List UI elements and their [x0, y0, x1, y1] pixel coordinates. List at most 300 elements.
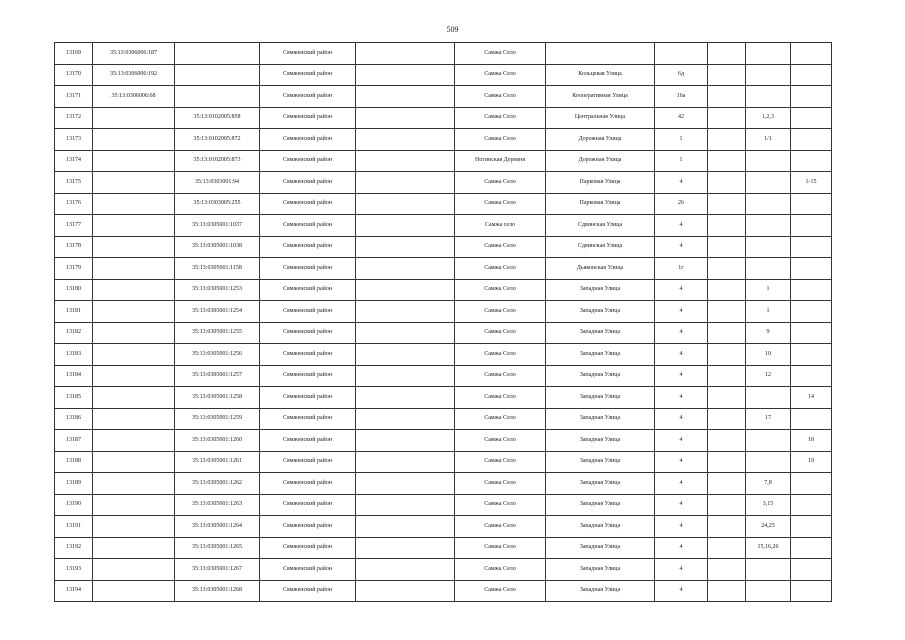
building-cell [708, 107, 746, 129]
empty-cell [356, 473, 455, 495]
house-number-cell: 4 [655, 559, 708, 581]
empty-cell [356, 322, 455, 344]
district-cell: Сямженский район [260, 215, 356, 237]
room-cell [791, 494, 832, 516]
record-number-cell: 13173 [55, 129, 93, 151]
table-row [55, 451, 832, 473]
street-cell: Западная Улица [546, 408, 655, 430]
room-cell [791, 107, 832, 129]
apartment-cell [746, 86, 791, 108]
street-cell: Западная Улица [546, 387, 655, 409]
table-row [55, 64, 832, 86]
street-cell: Западная Улица [546, 344, 655, 366]
registry-table-body [55, 43, 832, 602]
settlement-cell: Самжа Село [455, 258, 546, 280]
empty-cell [356, 494, 455, 516]
district-cell: Сямженский район [260, 430, 356, 452]
table-row [55, 279, 832, 301]
building-cell [708, 387, 746, 409]
cadastral-number-b-cell: 35:13:0305001:1253 [175, 279, 260, 301]
cadastral-number-a-cell [93, 559, 175, 581]
cadastral-number-b-cell: 35:13:0305001:1158 [175, 258, 260, 280]
table-row [55, 215, 832, 237]
cadastral-number-b-cell: 35:13:0305001:1260 [175, 430, 260, 452]
empty-cell [356, 172, 455, 194]
cadastral-number-a-cell [93, 301, 175, 323]
cadastral-number-b-cell: 35:13:0305001:1264 [175, 516, 260, 538]
apartment-cell: 24,25 [746, 516, 791, 538]
building-cell [708, 172, 746, 194]
empty-cell [356, 365, 455, 387]
empty-cell [356, 408, 455, 430]
district-cell: Сямженский район [260, 559, 356, 581]
apartment-cell: 9 [746, 322, 791, 344]
apartment-cell [746, 236, 791, 258]
empty-cell [356, 387, 455, 409]
cadastral-number-b-cell: 35:13:0305001:1267 [175, 559, 260, 581]
table-row [55, 387, 832, 409]
district-cell: Сямженский район [260, 129, 356, 151]
district-cell: Сямженский район [260, 473, 356, 495]
cadastral-number-a-cell [93, 322, 175, 344]
house-number-cell: 4 [655, 301, 708, 323]
settlement-cell: Самжа Село [455, 301, 546, 323]
empty-cell [356, 64, 455, 86]
property-registry-table [54, 42, 832, 602]
street-cell: Сдвинская Улица [546, 236, 655, 258]
house-number-cell: 1 [655, 129, 708, 151]
record-number-cell: 13170 [55, 64, 93, 86]
cadastral-number-a-cell [93, 494, 175, 516]
building-cell [708, 64, 746, 86]
cadastral-number-b-cell [175, 86, 260, 108]
house-number-cell [655, 43, 708, 65]
cadastral-number-a-cell [93, 537, 175, 559]
district-cell: Сямженский район [260, 537, 356, 559]
house-number-cell: 4 [655, 408, 708, 430]
apartment-cell: 12 [746, 365, 791, 387]
district-cell: Сямженский район [260, 258, 356, 280]
empty-cell [356, 107, 455, 129]
record-number-cell: 13185 [55, 387, 93, 409]
cadastral-number-a-cell [93, 430, 175, 452]
district-cell: Сямженский район [260, 236, 356, 258]
street-cell: Кольцевая Улица [546, 64, 655, 86]
cadastral-number-b-cell: 35:13:0102005:858 [175, 107, 260, 129]
street-cell: Западная Улица [546, 279, 655, 301]
building-cell [708, 408, 746, 430]
table-row [55, 430, 832, 452]
street-cell: Западная Улица [546, 537, 655, 559]
house-number-cell: 4 [655, 473, 708, 495]
room-cell: 1-15 [791, 172, 832, 194]
apartment-cell [746, 387, 791, 409]
district-cell: Сямженский район [260, 387, 356, 409]
house-number-cell: 4 [655, 172, 708, 194]
table-row [55, 408, 832, 430]
building-cell [708, 322, 746, 344]
district-cell: Сямженский район [260, 580, 356, 602]
room-cell: 19 [791, 451, 832, 473]
settlement-cell: Самжа село [455, 215, 546, 237]
empty-cell [356, 215, 455, 237]
table-row [55, 129, 832, 151]
cadastral-number-b-cell [175, 64, 260, 86]
empty-cell [356, 516, 455, 538]
house-number-cell: 4 [655, 537, 708, 559]
cadastral-number-b-cell [175, 43, 260, 65]
settlement-cell: Самжа Село [455, 451, 546, 473]
settlement-cell: Самжа Село [455, 344, 546, 366]
settlement-cell: Самжа Село [455, 365, 546, 387]
cadastral-number-a-cell [93, 107, 175, 129]
cadastral-number-a-cell [93, 236, 175, 258]
empty-cell [356, 150, 455, 172]
room-cell [791, 64, 832, 86]
cadastral-number-a-cell [93, 344, 175, 366]
table-row [55, 537, 832, 559]
house-number-cell: 4 [655, 494, 708, 516]
empty-cell [356, 451, 455, 473]
street-cell: Западная Улица [546, 516, 655, 538]
district-cell: Сямженский район [260, 516, 356, 538]
street-cell: Дорожная Улица [546, 150, 655, 172]
table-row [55, 322, 832, 344]
cadastral-number-a-cell [93, 473, 175, 495]
room-cell [791, 43, 832, 65]
cadastral-number-a-cell: 35:13:0306006:187 [93, 43, 175, 65]
building-cell [708, 365, 746, 387]
building-cell [708, 43, 746, 65]
cadastral-number-a-cell [93, 408, 175, 430]
building-cell [708, 516, 746, 538]
building-cell [708, 451, 746, 473]
room-cell [791, 580, 832, 602]
district-cell: Сямженский район [260, 344, 356, 366]
settlement-cell: Самжа Село [455, 236, 546, 258]
district-cell: Сямженский район [260, 301, 356, 323]
table-row [55, 365, 832, 387]
cadastral-number-b-cell: 35:13:0305001:1259 [175, 408, 260, 430]
record-number-cell: 13171 [55, 86, 93, 108]
house-number-cell: 16а [655, 86, 708, 108]
apartment-cell: 1 [746, 279, 791, 301]
street-cell: Дорожная Улица [546, 129, 655, 151]
table-row [55, 150, 832, 172]
building-cell [708, 258, 746, 280]
district-cell: Сямженский район [260, 172, 356, 194]
table-row [55, 236, 832, 258]
district-cell: Сямженский район [260, 279, 356, 301]
settlement-cell: Самжа Село [455, 537, 546, 559]
settlement-cell: Самжа Село [455, 107, 546, 129]
street-cell: Западная Улица [546, 580, 655, 602]
building-cell [708, 150, 746, 172]
street-cell: Дьяконская Улица [546, 258, 655, 280]
house-number-cell: 42 [655, 107, 708, 129]
apartment-cell [746, 430, 791, 452]
empty-cell [356, 86, 455, 108]
settlement-cell: Самжа Село [455, 43, 546, 65]
cadastral-number-b-cell: 35:13:0305001:1258 [175, 387, 260, 409]
settlement-cell: Самжа Село [455, 193, 546, 215]
record-number-cell: 13192 [55, 537, 93, 559]
building-cell [708, 279, 746, 301]
record-number-cell: 13174 [55, 150, 93, 172]
empty-cell [356, 559, 455, 581]
empty-cell [356, 43, 455, 65]
apartment-cell [746, 559, 791, 581]
district-cell: Сямженский район [260, 365, 356, 387]
street-cell: Западная Улица [546, 451, 655, 473]
settlement-cell: Самжа Село [455, 473, 546, 495]
record-number-cell: 13183 [55, 344, 93, 366]
cadastral-number-b-cell: 35:13:0305001:1038 [175, 236, 260, 258]
cadastral-number-b-cell: 35:13:0102005:873 [175, 150, 260, 172]
table-row [55, 494, 832, 516]
cadastral-number-b-cell: 35:13:0305001:1261 [175, 451, 260, 473]
street-cell: Западная Улица [546, 494, 655, 516]
house-number-cell: 4 [655, 344, 708, 366]
building-cell [708, 559, 746, 581]
cadastral-number-b-cell: 35:13:0305001:1263 [175, 494, 260, 516]
street-cell: Западная Улица [546, 322, 655, 344]
street-cell: Западная Улица [546, 473, 655, 495]
table-row [55, 473, 832, 495]
room-cell [791, 473, 832, 495]
table-row [55, 580, 832, 602]
building-cell [708, 430, 746, 452]
cadastral-number-a-cell [93, 172, 175, 194]
settlement-cell: Самжа Село [455, 430, 546, 452]
room-cell [791, 193, 832, 215]
district-cell: Сямженский район [260, 64, 356, 86]
cadastral-number-a-cell: 35:13:0306006:68 [93, 86, 175, 108]
street-cell: Западная Улица [546, 365, 655, 387]
apartment-cell: 10 [746, 344, 791, 366]
page-number: 509 [446, 25, 459, 34]
room-cell [791, 279, 832, 301]
house-number-cell: 1г [655, 258, 708, 280]
table-row [55, 86, 832, 108]
record-number-cell: 13176 [55, 193, 93, 215]
empty-cell [356, 537, 455, 559]
apartment-cell: 7,8 [746, 473, 791, 495]
apartment-cell: 17 [746, 408, 791, 430]
room-cell [791, 129, 832, 151]
settlement-cell: Самжа Село [455, 387, 546, 409]
cadastral-number-a-cell [93, 451, 175, 473]
building-cell [708, 301, 746, 323]
apartment-cell: 15,16,26 [746, 537, 791, 559]
table-row [55, 43, 832, 65]
house-number-cell: 4 [655, 322, 708, 344]
cadastral-number-a-cell [93, 215, 175, 237]
cadastral-number-a-cell [93, 258, 175, 280]
settlement-cell: Самжа Село [455, 279, 546, 301]
street-cell: Западная Улица [546, 559, 655, 581]
empty-cell [356, 129, 455, 151]
settlement-cell: Самжа Село [455, 580, 546, 602]
empty-cell [356, 580, 455, 602]
building-cell [708, 129, 746, 151]
apartment-cell [746, 193, 791, 215]
settlement-cell: Самжа Село [455, 64, 546, 86]
district-cell: Сямженский район [260, 43, 356, 65]
table-row [55, 559, 832, 581]
record-number-cell: 13172 [55, 107, 93, 129]
house-number-cell: 26 [655, 193, 708, 215]
empty-cell [356, 236, 455, 258]
house-number-cell: 4 [655, 215, 708, 237]
record-number-cell: 13186 [55, 408, 93, 430]
house-number-cell: 4 [655, 387, 708, 409]
cadastral-number-a-cell [93, 129, 175, 151]
district-cell: Сямженский район [260, 451, 356, 473]
building-cell [708, 86, 746, 108]
street-cell: Кооперативная Улица [546, 86, 655, 108]
record-number-cell: 13169 [55, 43, 93, 65]
empty-cell [356, 301, 455, 323]
house-number-cell: 4 [655, 516, 708, 538]
apartment-cell [746, 451, 791, 473]
cadastral-number-b-cell: 35:13:0102005:872 [175, 129, 260, 151]
district-cell: Сямженский район [260, 150, 356, 172]
district-cell: Сямженский район [260, 322, 356, 344]
record-number-cell: 13179 [55, 258, 93, 280]
room-cell [791, 365, 832, 387]
cadastral-number-b-cell: 35:13:0305001:1254 [175, 301, 260, 323]
district-cell: Сямженский район [260, 494, 356, 516]
apartment-cell: 3,15 [746, 494, 791, 516]
cadastral-number-a-cell [93, 516, 175, 538]
settlement-cell: Самжа Село [455, 172, 546, 194]
street-cell: Центральная Улица [546, 107, 655, 129]
settlement-cell: Самжа Село [455, 408, 546, 430]
cadastral-number-b-cell: 35:13:0303005:255 [175, 193, 260, 215]
cadastral-number-b-cell: 35:13:0305001:1257 [175, 365, 260, 387]
cadastral-number-a-cell [93, 150, 175, 172]
cadastral-number-b-cell: 35:13:0305001:1256 [175, 344, 260, 366]
district-cell: Сямженский район [260, 193, 356, 215]
building-cell [708, 473, 746, 495]
cadastral-number-a-cell [93, 193, 175, 215]
house-number-cell: 1 [655, 150, 708, 172]
street-cell: Парковая Улица [546, 193, 655, 215]
room-cell [791, 215, 832, 237]
apartment-cell [746, 215, 791, 237]
settlement-cell: Самжа Село [455, 86, 546, 108]
table-row [55, 172, 832, 194]
record-number-cell: 13177 [55, 215, 93, 237]
table-row [55, 258, 832, 280]
record-number-cell: 13180 [55, 279, 93, 301]
street-cell: Западная Улица [546, 430, 655, 452]
table-row [55, 107, 832, 129]
apartment-cell [746, 43, 791, 65]
cadastral-number-b-cell: 35:13:0305001:1265 [175, 537, 260, 559]
room-cell [791, 86, 832, 108]
street-cell: Сдвинская Улица [546, 215, 655, 237]
record-number-cell: 13190 [55, 494, 93, 516]
building-cell [708, 537, 746, 559]
room-cell [791, 236, 832, 258]
house-number-cell: 4 [655, 580, 708, 602]
settlement-cell: Самжа Село [455, 559, 546, 581]
room-cell [791, 301, 832, 323]
apartment-cell [746, 64, 791, 86]
record-number-cell: 13187 [55, 430, 93, 452]
room-cell [791, 516, 832, 538]
record-number-cell: 13181 [55, 301, 93, 323]
cadastral-number-a-cell [93, 580, 175, 602]
table-row [55, 193, 832, 215]
house-number-cell: 4 [655, 279, 708, 301]
street-cell [546, 43, 655, 65]
table-row [55, 301, 832, 323]
apartment-cell: 1/1 [746, 129, 791, 151]
apartment-cell [746, 258, 791, 280]
house-number-cell: 4 [655, 430, 708, 452]
table-row [55, 344, 832, 366]
district-cell: Сямженский район [260, 107, 356, 129]
empty-cell [356, 279, 455, 301]
record-number-cell: 13184 [55, 365, 93, 387]
empty-cell [356, 193, 455, 215]
house-number-cell: 4 [655, 365, 708, 387]
district-cell: Сямженский район [260, 408, 356, 430]
cadastral-number-b-cell: 35:13:0305001:1255 [175, 322, 260, 344]
empty-cell [356, 430, 455, 452]
record-number-cell: 13175 [55, 172, 93, 194]
empty-cell [356, 344, 455, 366]
record-number-cell: 13191 [55, 516, 93, 538]
apartment-cell [746, 172, 791, 194]
room-cell [791, 258, 832, 280]
record-number-cell: 13193 [55, 559, 93, 581]
cadastral-number-a-cell [93, 365, 175, 387]
room-cell [791, 537, 832, 559]
settlement-cell: Самжа Село [455, 129, 546, 151]
settlement-cell: Самжа Село [455, 322, 546, 344]
street-cell: Парковая Улица [546, 172, 655, 194]
cadastral-number-b-cell: 35:13:0305001:1037 [175, 215, 260, 237]
empty-cell [356, 258, 455, 280]
settlement-cell: Ногинская Деревня [455, 150, 546, 172]
room-cell [791, 322, 832, 344]
house-number-cell: 6д [655, 64, 708, 86]
building-cell [708, 236, 746, 258]
street-cell: Западная Улица [546, 301, 655, 323]
cadastral-number-a-cell [93, 279, 175, 301]
apartment-cell [746, 580, 791, 602]
cadastral-number-b-cell: 35:13:0305001:1268 [175, 580, 260, 602]
room-cell [791, 559, 832, 581]
building-cell [708, 344, 746, 366]
building-cell [708, 494, 746, 516]
cadastral-number-a-cell [93, 387, 175, 409]
record-number-cell: 13182 [55, 322, 93, 344]
room-cell [791, 150, 832, 172]
record-number-cell: 13178 [55, 236, 93, 258]
room-cell: 14 [791, 387, 832, 409]
house-number-cell: 4 [655, 451, 708, 473]
district-cell: Сямженский район [260, 86, 356, 108]
house-number-cell: 4 [655, 236, 708, 258]
apartment-cell [746, 150, 791, 172]
room-cell [791, 408, 832, 430]
apartment-cell: 1,2,3 [746, 107, 791, 129]
